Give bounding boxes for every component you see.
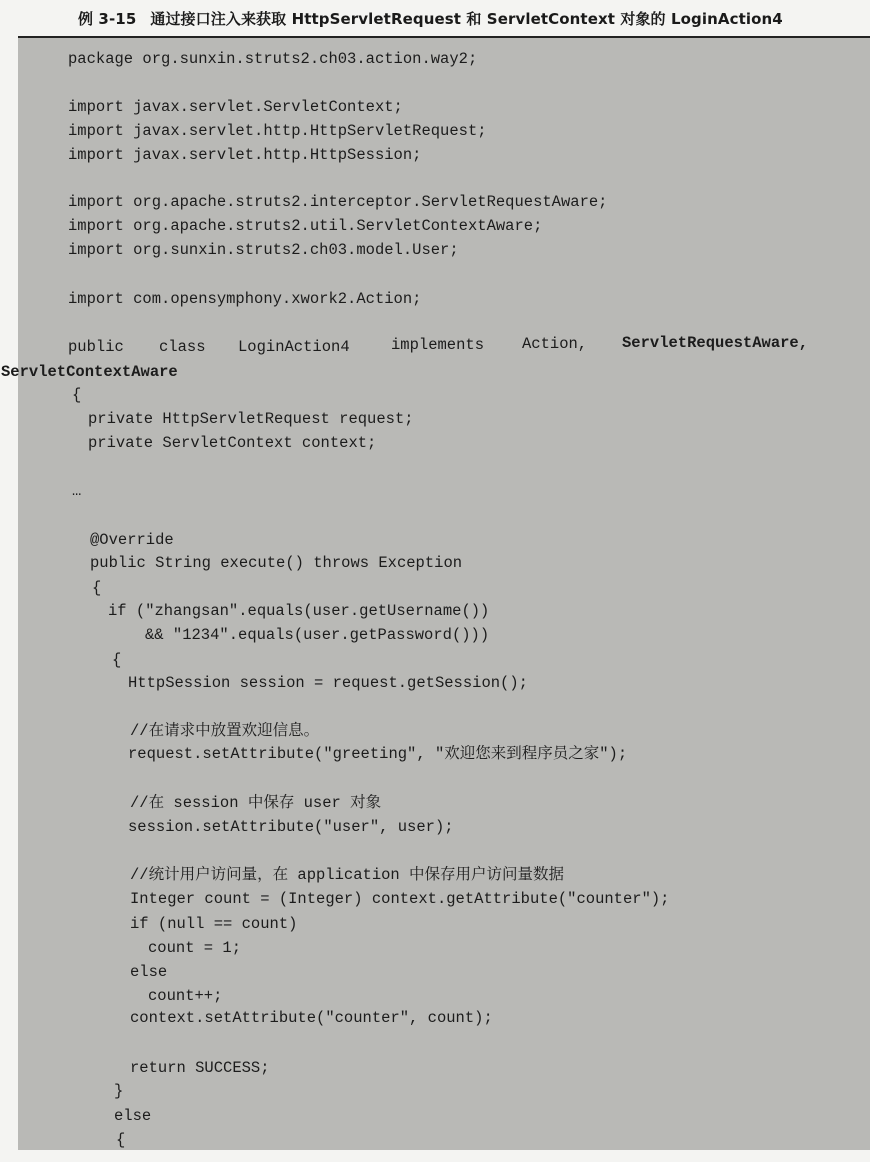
method-open-brace: { [92, 579, 102, 597]
ellipsis: … [72, 482, 82, 500]
comment-counter: //统计用户访问量，在 application 中保存用户访问量数据 [130, 866, 565, 884]
session-line: HttpSession session = request.getSession(); [128, 674, 528, 692]
class-decl-name: LoginAction4 [238, 338, 350, 356]
code-listing-background [1, 38, 870, 1150]
class-decl-aware2: ServletContextAware [1, 363, 178, 381]
if-null-line: if (null == count) [130, 915, 298, 933]
import-line: import org.apache.struts2.util.ServletContextAware; [68, 217, 543, 235]
if-close-brace: } [114, 1082, 124, 1100]
if-condition-line2: && "1234".equals(user.getPassword())) [145, 626, 490, 644]
return-line: return SUCCESS; [130, 1059, 270, 1077]
import-line: import org.sunxin.struts2.ch03.model.User; [68, 241, 459, 259]
code-listing [1, 38, 870, 1150]
listing-number: 例 3-15 [78, 10, 137, 28]
session-set-line: session.setAttribute("user", user); [128, 818, 454, 836]
context-set-line: context.setAttribute("counter", count); [130, 1009, 493, 1027]
import-line: import javax.servlet.http.HttpServletRequest; [68, 122, 487, 140]
comment-session: //在 session 中保存 user 对象 [130, 794, 382, 812]
class-decl-class: class [159, 338, 206, 356]
class-open-brace: { [72, 386, 82, 404]
if-open-brace: { [112, 651, 122, 669]
if-condition-line1: if ("zhangsan".equals(user.getUsername()) [108, 602, 490, 620]
import-line: import javax.servlet.ServletContext; [68, 98, 403, 116]
annotation-line: @Override [90, 531, 174, 549]
else-line: else [114, 1107, 152, 1125]
else-open-brace: { [116, 1131, 126, 1149]
field-request: private HttpServletRequest request; [88, 410, 414, 428]
import-line: import org.apache.struts2.interceptor.ServletRequestAware; [68, 193, 608, 211]
class-decl-aware1: ServletRequestAware, [622, 334, 809, 352]
count-inc-line: count++; [148, 987, 223, 1005]
listing-title: 通过接口注入来获取 HttpServletRequest 和 ServletContext 对象的 LoginAction4 [150, 10, 783, 28]
greeting-line: request.setAttribute("greeting", "欢迎您来到程序员之家"); [128, 745, 628, 763]
count-one-line: count = 1; [148, 939, 242, 957]
comment-greeting: //在请求中放置欢迎信息。 [130, 722, 320, 740]
import-line: import javax.servlet.http.HttpSession; [68, 146, 422, 164]
package-line: package org.sunxin.struts2.ch03.action.way2; [68, 50, 478, 68]
count-line: Integer count = (Integer) context.getAttribute("counter"); [130, 890, 670, 908]
import-line: import com.opensymphony.xwork2.Action; [68, 290, 422, 308]
field-context: private ServletContext context; [88, 434, 377, 452]
class-decl-public: public [68, 338, 124, 356]
class-decl-implements: implements [391, 336, 485, 354]
listing-caption [78, 8, 783, 29]
else-line: else [130, 963, 168, 981]
method-signature: public String execute() throws Exception [90, 554, 463, 572]
class-decl-action: Action, [522, 335, 588, 353]
